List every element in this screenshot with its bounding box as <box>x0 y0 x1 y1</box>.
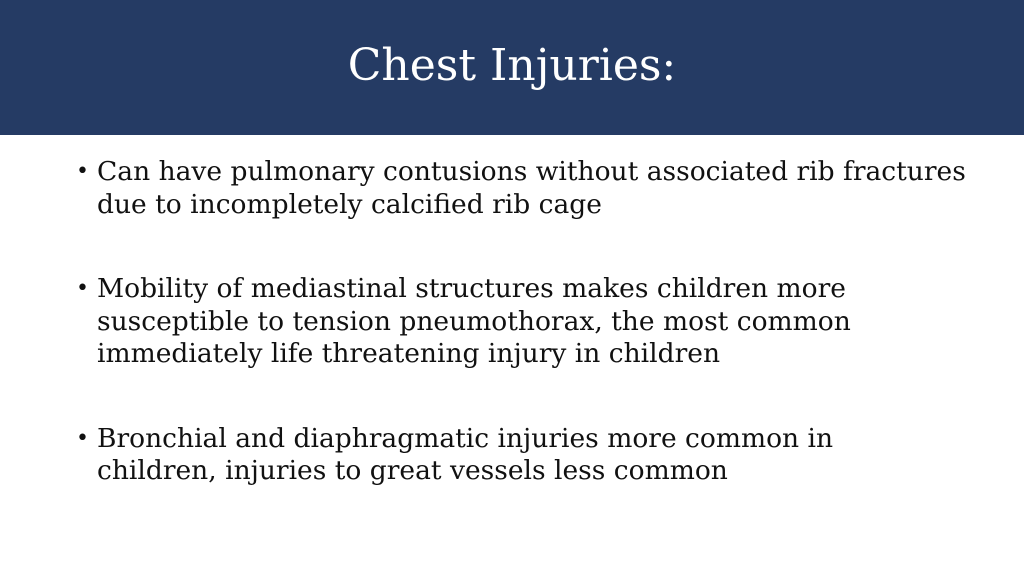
bullet-line: Mobility of mediastinal structures makes children more <box>97 273 846 304</box>
bullet-line: Can have pulmonary contusions without associated rib fractures <box>97 156 966 187</box>
bullet-marker: • <box>76 425 89 451</box>
slide-title: Chest Injuries: <box>347 40 677 91</box>
bullet-item <box>76 423 1016 488</box>
bullet-list <box>76 156 1016 540</box>
bullet-marker: • <box>76 276 89 301</box>
bullet-marker: • <box>76 159 89 184</box>
title-bar <box>0 0 1024 135</box>
bullet-line: due to incompletely calcified rib cage <box>97 188 602 220</box>
bullet-line: immediately life threatening injury in children <box>97 338 721 369</box>
bullet-line: Bronchial and diaphragmatic injuries more common in <box>97 422 834 454</box>
bullet-line: children, injuries to great vessels less common <box>97 455 728 486</box>
bullet-line: susceptible to tension pneumothorax, the most common <box>97 305 851 337</box>
bullet-item <box>76 156 1016 221</box>
bullet-item <box>76 273 1016 371</box>
